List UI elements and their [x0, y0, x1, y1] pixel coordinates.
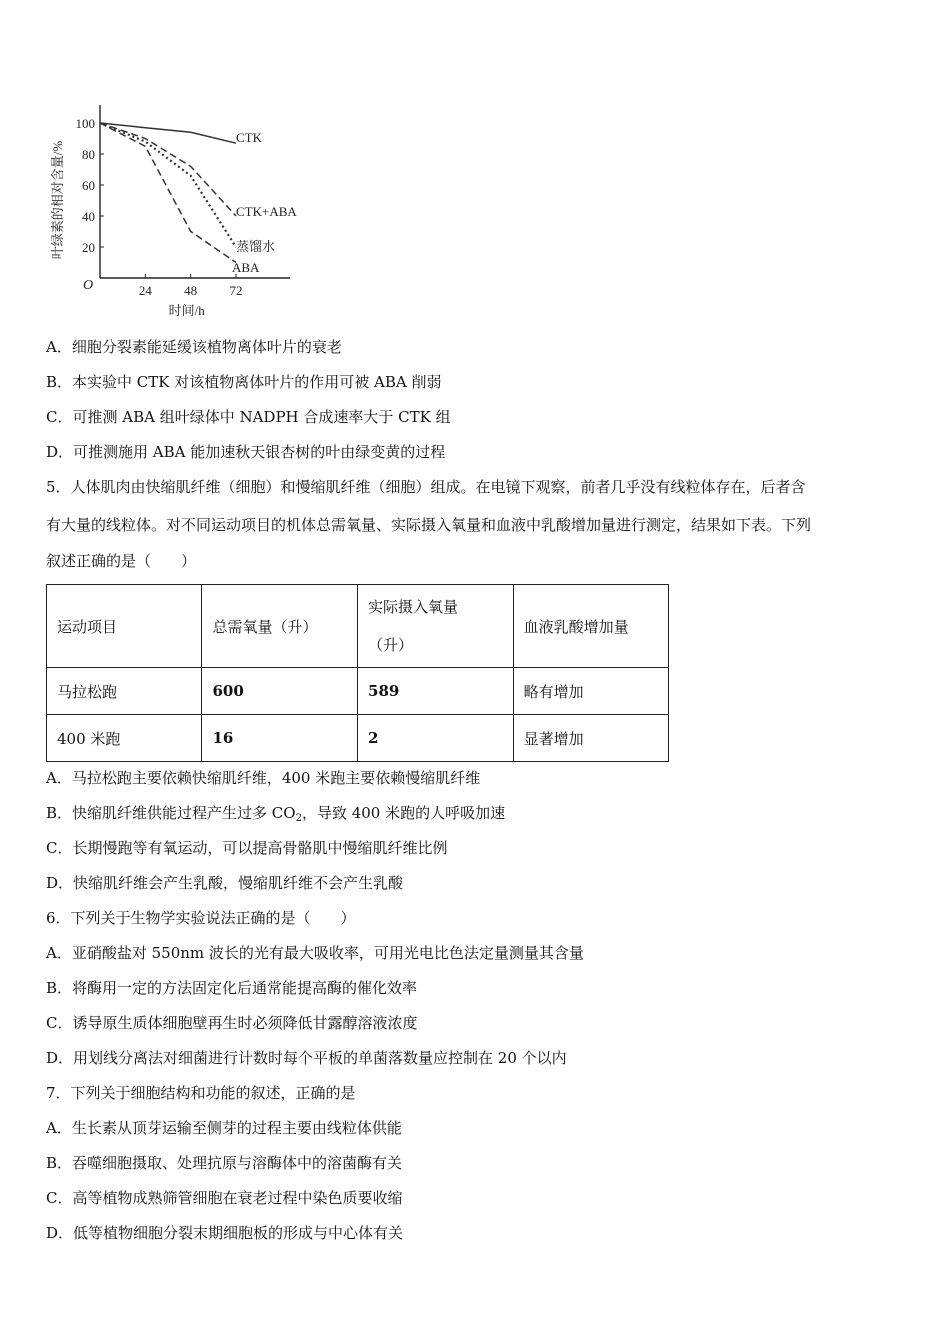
y-tick-label: 100 — [75, 116, 95, 131]
y-tick-label: 60 — [82, 178, 95, 193]
series-label: ABA — [232, 260, 260, 275]
table-cell: 400 米跑 — [47, 715, 202, 762]
y-tick-label: 40 — [82, 209, 95, 224]
table-cell: 略有增加 — [513, 668, 668, 715]
q5-option-c: C．长期慢跑等有氧运动，可以提高骨骼肌中慢缩肌纤维比例 — [46, 839, 448, 857]
table-row — [47, 668, 669, 715]
co2-subscript: 2 — [295, 813, 302, 824]
y-tick-label: 80 — [82, 147, 95, 162]
q7-stem: 7．下列关于细胞结构和功能的叙述，正确的是 — [46, 1084, 356, 1102]
series-line-2 — [100, 123, 236, 247]
table-header-row — [47, 585, 669, 668]
series-label: CTK — [236, 130, 262, 145]
series-line-1 — [100, 123, 236, 216]
table-cell: 600 — [202, 668, 358, 715]
table-header-cell: 总需氧量（升） — [202, 585, 358, 668]
q6-option-c: C．诱导原生质体细胞壁再生时必须降低甘露醇溶液浓度 — [46, 1014, 418, 1032]
q5-option-b — [46, 803, 505, 829]
y-tick-label: 20 — [82, 240, 95, 255]
q5-option-d: D．快缩肌纤维会产生乳酸，慢缩肌纤维不会产生乳酸 — [46, 874, 404, 892]
table-cell: 显著增加 — [513, 715, 668, 762]
table-header-cell: 血液乳酸增加量 — [513, 585, 668, 668]
chart-svg — [40, 100, 340, 320]
series-label: 蒸馏水 — [236, 239, 276, 254]
y-axis-label: 叶绿素的相对含量/% — [50, 140, 65, 260]
q5-option-b-part2: ，导致 400 米跑的人呼吸加速 — [301, 804, 506, 822]
q4-option-d: D．可推测施用 ABA 能加速秋天银杏树的叶由绿变黄的过程 — [46, 443, 446, 461]
table-header-cell: 运动项目 — [47, 585, 202, 668]
series-label: CTK+ABA — [236, 204, 297, 219]
table-row — [47, 715, 669, 762]
chlorophyll-chart — [40, 100, 340, 320]
q6-stem: 6．下列关于生物学实验说法正确的是（ ） — [46, 909, 356, 927]
x-tick-label: 72 — [229, 283, 243, 298]
q7-option-d: D．低等植物细胞分裂末期细胞板的形成与中心体有关 — [46, 1224, 404, 1242]
table-cell: 589 — [358, 668, 514, 715]
exercise-table — [46, 584, 669, 762]
q6-option-a: A．亚硝酸盐对 550nm 波长的光有最大吸收率，可用光电比色法定量测量其含量 — [46, 944, 584, 962]
origin-label: O — [82, 278, 94, 293]
x-axis-label: 时间/h — [168, 303, 205, 318]
q5-option-b-part1: B．快缩肌纤维供能过程产生过多 CO — [46, 804, 296, 822]
x-tick-label: 48 — [184, 283, 198, 298]
table-cell: 2 — [358, 715, 514, 762]
q7-option-a: A．生长素从顶芽运输至侧芽的过程主要由线粒体供能 — [46, 1119, 402, 1137]
q6-option-d: D．用划线分离法对细菌进行计数时每个平板的单菌落数量应控制在 20 个以内 — [46, 1049, 567, 1067]
header-line: （升） — [368, 636, 414, 654]
q7-option-c: C．高等植物成熟筛管细胞在衰老过程中染色质要收缩 — [46, 1189, 403, 1207]
q6-option-b: B．将酶用一定的方法固定化后通常能提高酶的催化效率 — [46, 979, 418, 997]
q4-option-b: B．本实验中 CTK 对该植物离体叶片的作用可被 ABA 削弱 — [46, 373, 442, 391]
q5-stem-line-2: 有大量的线粒体。对不同运动项目的机体总需氧量、实际摄入氧量和血液中乳酸增加量进行测定，结果如下表。下列 — [46, 516, 812, 534]
q5-option-a: A．马拉松跑主要依赖快缩肌纤维，400 米跑主要依赖慢缩肌纤维 — [46, 769, 481, 787]
q4-option-a: A．细胞分裂素能延缓该植物离体叶片的衰老 — [46, 338, 342, 356]
table-cell: 16 — [202, 715, 358, 762]
q5-stem-line-3: 叙述正确的是（ ） — [46, 552, 197, 570]
q4-option-c: C．可推测 ABA 组叶绿体中 NADPH 合成速率大于 CTK 组 — [46, 408, 451, 426]
table-header-cell — [358, 585, 514, 668]
x-tick-label: 24 — [138, 283, 152, 298]
q7-option-b: B．吞噬细胞摄取、处理抗原与溶酶体中的溶菌酶有关 — [46, 1154, 403, 1172]
table-cell: 马拉松跑 — [47, 668, 202, 715]
q5-stem-line-1: 5．人体肌肉由快缩肌纤维（细胞）和慢缩肌纤维（细胞）组成。在电镜下观察，前者几乎没有线粒体存在，后者含 — [46, 478, 806, 496]
header-line: 实际摄入氧量 — [368, 598, 459, 616]
